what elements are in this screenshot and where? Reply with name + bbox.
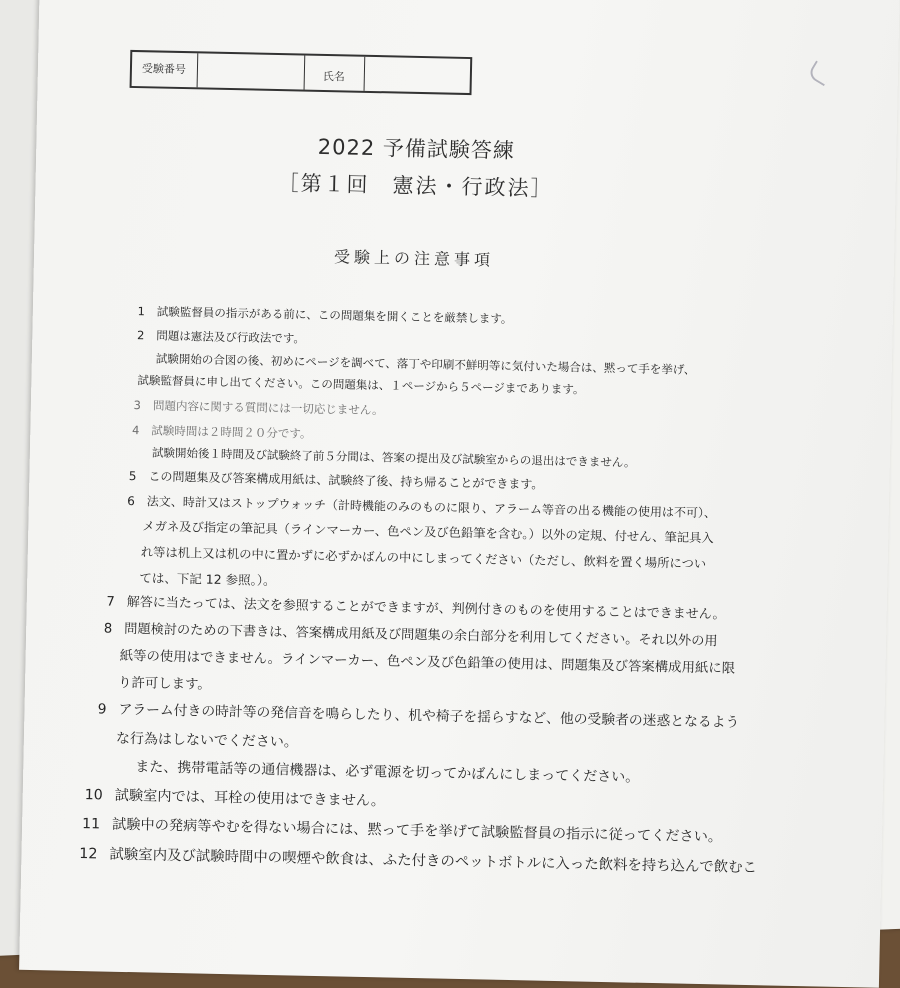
list-item: り許可します。 <box>117 675 211 693</box>
name-field[interactable] <box>365 57 471 93</box>
list-item: また、携帯電話等の通信機器は、必ず電源を切ってかばんにしまってください。 <box>135 759 640 786</box>
exam-cover-page <box>19 0 900 988</box>
list-item: ては、下記 12 参照。）。 <box>139 570 276 589</box>
list-item: 紙等の使用はできません。ラインマーカー、色ペン及び色鉛筆の使用は、問題集及び答案構成用紙に限 <box>119 648 736 677</box>
exam-subtitle: ［第１回 憲法・行政法］ <box>277 171 554 201</box>
list-item: 5 この問題集及び答案構成用紙は、試験終了後、持ち帰ることができます。 <box>128 468 544 492</box>
list-item: 試験開始後１時間及び試験終了前５分間は、答案の提出及び試験室からの退出はできません。 <box>151 445 636 470</box>
list-item: な行為はしないでください。 <box>115 730 299 751</box>
exam-number-field[interactable] <box>198 53 306 89</box>
list-item: 10 試験室内では、耳栓の使用はできません。 <box>84 787 386 810</box>
exam-number-label: 受験番号 <box>132 52 199 87</box>
list-item: 1 試験監督員の指示がある前に、この問題集を開くことを厳禁します。 <box>137 304 513 326</box>
exam-title: 2022 予備試験答練 <box>317 134 516 163</box>
examinee-info-box <box>130 50 473 95</box>
list-item: 試験開始の合図の後、初めにページを調べて、落丁や印刷不鮮明等に気付いた場合は、黙って手を挙げ、 <box>155 351 696 377</box>
list-item: れ等は机上又は机の中に置かずに必ずかばんの中にしまってください（ただし、飲料を置く場所につい <box>140 545 707 572</box>
list-item: 2 問題は憲法及び行政法です。 <box>136 328 306 346</box>
list-item: 3 問題内容に関する質問には一切応じません。 <box>133 398 384 418</box>
list-item: 4 試験時間は２時間２０分です。 <box>131 423 312 441</box>
list-item: メガネ及び指定の筆記具（ラインマーカー、色ペン及び色鉛筆を含む。）以外の定規、付せん、筆記具入 <box>142 519 714 546</box>
list-item: 7 解答に当たっては、法文を参照することができますが、判例付きのものを使用することはできません。 <box>106 594 726 623</box>
notice-heading: 受験上の注意事項 <box>333 247 495 270</box>
name-label: 氏名 <box>305 56 366 91</box>
list-item: 9 アラーム付きの時計等の発信音を鳴らしたり、机や椅子を揺らすなど、他の受験者の迷惑となるよう <box>97 701 740 731</box>
list-item: 12 試験室内及び試験時間中の喫煙や飲食は、ふた付きのペットボトルに入った飲料を持ち込んで飲むこ <box>79 846 758 877</box>
pen-mark-icon <box>807 60 833 86</box>
list-item: 6 法文、時計又はストップウォッチ（計時機能のみのものに限り、アラーム等音の出る機能の使用は不可）、 <box>127 493 717 521</box>
list-item: 11 試験中の発病等やむを得ない場合には、黙って手を挙げて試験監督員の指示に従ってください。 <box>81 816 723 846</box>
list-item: 8 問題検討のための下書きは、答案構成用紙及び問題集の余白部分を利用してください。それ以外の用 <box>103 621 718 650</box>
list-item: 試験監督員に申し出てください。この問題集は、１ページから５ページまであります。 <box>137 373 585 397</box>
